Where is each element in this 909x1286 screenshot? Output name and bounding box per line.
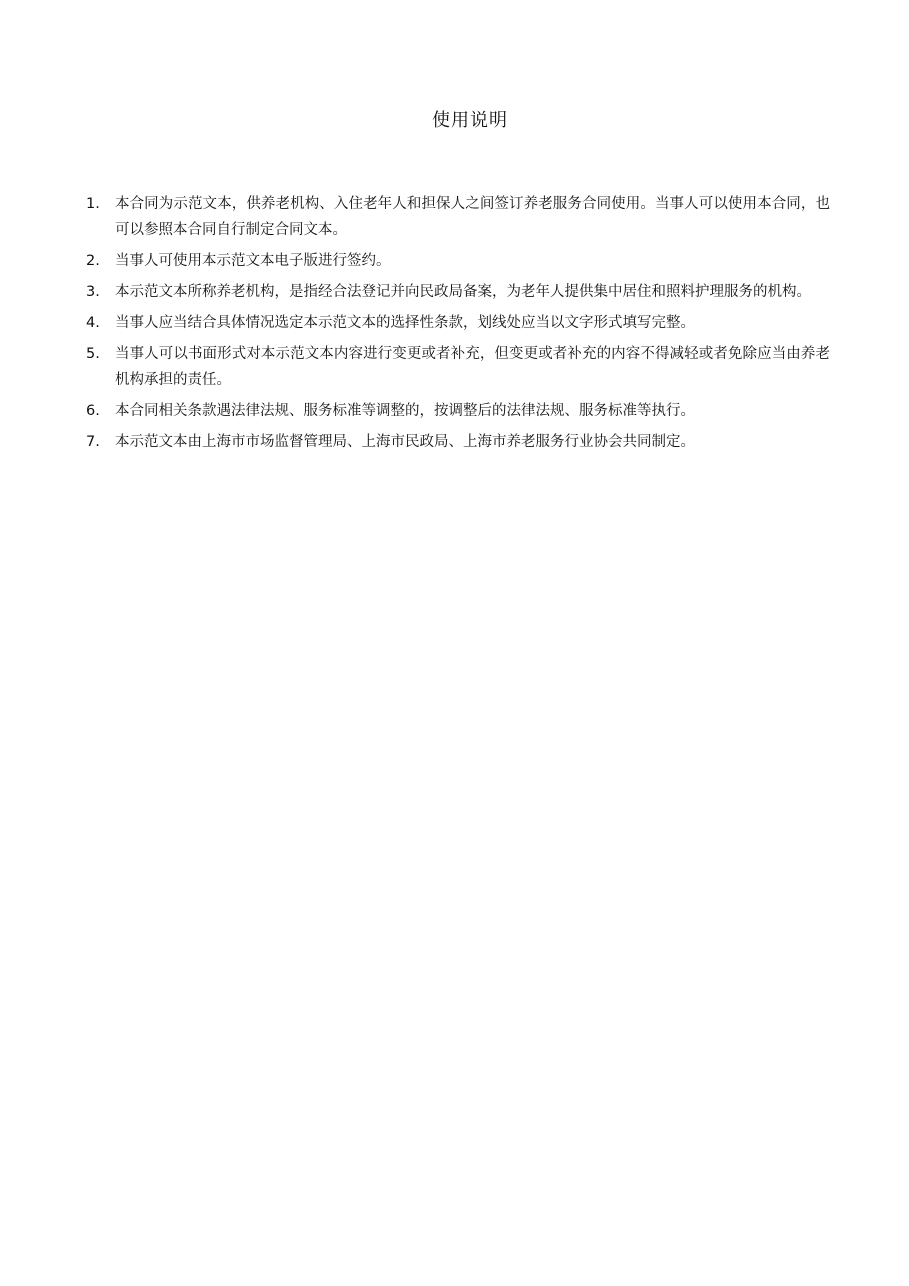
document-title: 使用说明 [432,110,508,131]
item-number: 4. [86,315,100,331]
item-text: 当事人可使用本示范文本电子版进行签约。 [115,253,391,269]
item-text: 当事人可以书面形式对本示范文本内容进行变更或者补充，但变更或者补充的内容不得减轻或者免除应当由养老机构承担的责任。 [115,346,830,388]
item-text: 当事人应当结合具体情况选定本示范文本的选择性条款，划线处应当以文字形式填写完整。 [115,315,695,331]
item-number: 3. [86,284,100,300]
item-number: 5. [86,346,100,362]
list-item [86,429,830,455]
item-number: 1. [86,196,100,212]
list-item [86,398,830,424]
list-item [86,341,830,393]
item-text: 本合同为示范文本，供养老机构、入住老年人和担保人之间签订养老服务合同使用。当事人可以使用本合同，也可以参照本合同自行制定合同文本。 [115,196,830,238]
item-number: 2. [86,253,100,269]
item-number: 6. [86,403,100,419]
list-item [86,248,830,274]
instructions-list [86,191,830,460]
list-item [86,310,830,336]
item-number: 7. [86,434,100,450]
item-text: 本合同相关条款遇法律法规、服务标准等调整的，按调整后的法律法规、服务标准等执行。 [115,403,695,419]
item-text: 本示范文本由上海市市场监督管理局、上海市民政局、上海市养老服务行业协会共同制定。 [115,434,695,450]
list-item [86,279,830,305]
list-item [86,191,830,243]
item-text: 本示范文本所称养老机构，是指经合法登记并向民政局备案，为老年人提供集中居住和照料护理服务的机构。 [115,284,811,300]
